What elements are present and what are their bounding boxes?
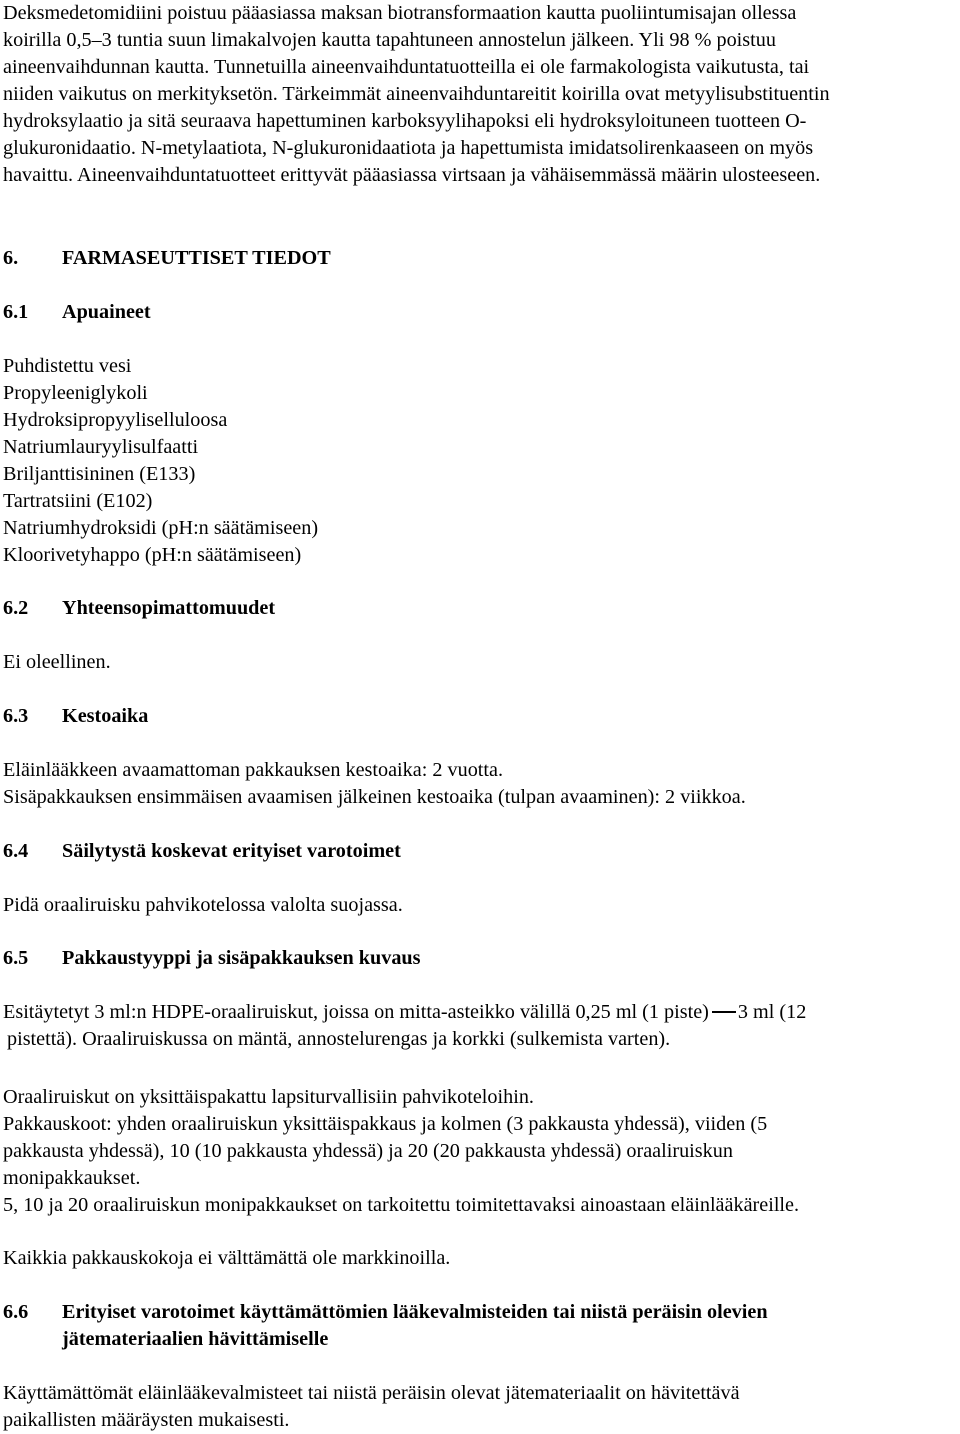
section-number: 6.1 xyxy=(3,301,29,323)
list-item: Hydroksipropyyliselluloosa xyxy=(3,409,228,431)
section-number: 6.3 xyxy=(3,705,29,727)
section-6-6-heading-cont xyxy=(3,1326,328,1353)
body-text: paikallisten määräysten mukaisesti. xyxy=(3,1409,290,1431)
package-sizes xyxy=(3,1084,955,1219)
list-item: Natriumlauryylisulfaatti xyxy=(3,436,199,458)
section-title: Kestoaika xyxy=(62,705,149,727)
body-text-segment: Esitäytetyt 3 ml:n HDPE-oraaliruiskut, joissa on mitta-asteikko välillä 0,25 ml (1 piste) xyxy=(3,1001,709,1023)
intro-line: koirilla 0,5–3 tuntia suun limakalvojen kautta tapahtuneen annostelun jälkeen. Yli 98 % poistuu xyxy=(3,29,776,51)
body-text: Sisäpakkauksen ensimmäisen avaamisen jälkeinen kestoaika (tulpan avaaminen): 2 viikkoa. xyxy=(3,786,746,808)
body-text-segment: 3 ml (12 xyxy=(737,1001,807,1023)
list-item: Briljanttisininen (E133) xyxy=(3,463,196,485)
list-item: Puhdistettu vesi xyxy=(3,355,132,377)
package-description xyxy=(3,999,955,1053)
section-number: 6.5 xyxy=(3,947,29,969)
excipients-list xyxy=(3,353,955,569)
section-number: 6.6 xyxy=(3,1301,29,1323)
body-text: Eläinlääkkeen avaamattoman pakkauksen kestoaika: 2 vuotta. xyxy=(3,759,504,781)
market-note xyxy=(3,1245,955,1272)
body-text: monipakkaukset. xyxy=(3,1167,141,1189)
intro-line: aineenvaihdunnan kautta. Tunnetuilla aineenvaihduntatuotteilla ei ole farmakologista vaikutusta, tai xyxy=(3,56,810,78)
section-6-4-heading xyxy=(3,838,401,865)
intro-line: havaittu. Aineenvaihduntatuotteet erittyvät pääasiassa virtsaan ja vähäisemmässä määrin ulosteeseen. xyxy=(3,164,821,186)
section-6-2-heading xyxy=(3,595,275,622)
intro-line: hydroksylaatio ja sitä seuraava hapettuminen karboksyylihapoksi eli hydroksyloituneen tuotteen O- xyxy=(3,110,807,132)
incompatibilities-text xyxy=(3,649,955,676)
section-number: 6.2 xyxy=(3,597,29,619)
body-text: Pakkauskoot: yhden oraaliruiskun yksittäispakkaus ja kolmen (3 pakkausta yhdessä), viiden (5 xyxy=(3,1113,768,1135)
section-title: Erityiset varotoimet käyttämättömien lääkevalmisteiden tai niistä peräisin olevien xyxy=(62,1301,768,1323)
intro-line: niiden vaikutus on merkityksetön. Tärkeimmät aineenvaihduntareitit koirilla ovat metyylisubstituentin xyxy=(3,83,830,105)
intro-line: glukuronidaatio. N-metylaatiota, N-glukuronidaatiota ja hapettumista imidatsolirenkaaseen on myös xyxy=(3,137,814,159)
section-title: FARMASEUTTISET TIEDOT xyxy=(62,247,331,269)
body-text xyxy=(3,999,955,1026)
disposal-text xyxy=(3,1380,955,1434)
section-title: jätemateriaalien hävittämiselle xyxy=(62,1328,329,1350)
body-text: Pidä oraaliruisku pahvikotelossa valolta suojassa. xyxy=(3,894,403,916)
body-text: Kaikkia pakkauskokoja ei välttämättä ole markkinoilla. xyxy=(3,1247,451,1269)
body-text: 5, 10 ja 20 oraaliruiskun monipakkaukset on tarkoitettu toimitettavaksi ainoastaan eläinlääkäreille. xyxy=(3,1194,800,1216)
intro-line: Deksmedetomidiini poistuu pääasiassa maksan biotransformaation kautta puoliintumisajan ollessa xyxy=(3,2,797,24)
body-text: pakkausta yhdessä), 10 (10 pakkausta yhdessä) ja 20 (20 pakkausta yhdessä) oraaliruiskun xyxy=(3,1140,733,1162)
section-6-heading xyxy=(3,245,331,272)
section-number: 6. xyxy=(3,247,19,269)
section-number: 6.4 xyxy=(3,840,29,862)
body-text: Oraaliruiskut on yksittäispakattu lapsiturvallisiin pahvikoteloihin. xyxy=(3,1086,534,1108)
list-item: Tartratsiini (E102) xyxy=(3,490,153,512)
body-text: Ei oleellinen. xyxy=(3,651,111,673)
section-6-5-heading xyxy=(3,945,421,972)
section-title: Pakkaustyyppi ja sisäpakkauksen kuvaus xyxy=(62,947,421,969)
list-item: Natriumhydroksidi (pH:n säätämiseen) xyxy=(3,517,319,539)
intro-paragraph xyxy=(3,0,958,189)
shelf-life-text xyxy=(3,757,955,811)
dash-line xyxy=(712,1011,736,1013)
section-6-3-heading xyxy=(3,703,148,730)
section-title: Yhteensopimattomuudet xyxy=(62,597,276,619)
section-6-1-heading xyxy=(3,299,151,326)
section-6-6-heading xyxy=(3,1299,768,1326)
list-item: Kloorivetyhappo (pH:n säätämiseen) xyxy=(3,544,302,566)
section-title: Säilytystä koskevat erityiset varotoimet xyxy=(62,840,401,862)
section-title: Apuaineet xyxy=(62,301,151,323)
body-text: pistettä). Oraaliruiskussa on mäntä, annostelurengas ja korkki (sulkemista varten). xyxy=(7,1028,671,1050)
list-item: Propyleeniglykoli xyxy=(3,382,148,404)
body-text: Käyttämättömät eläinlääkevalmisteet tai niistä peräisin olevat jätemateriaalit on hävitettävä xyxy=(3,1382,740,1404)
storage-text xyxy=(3,892,955,919)
